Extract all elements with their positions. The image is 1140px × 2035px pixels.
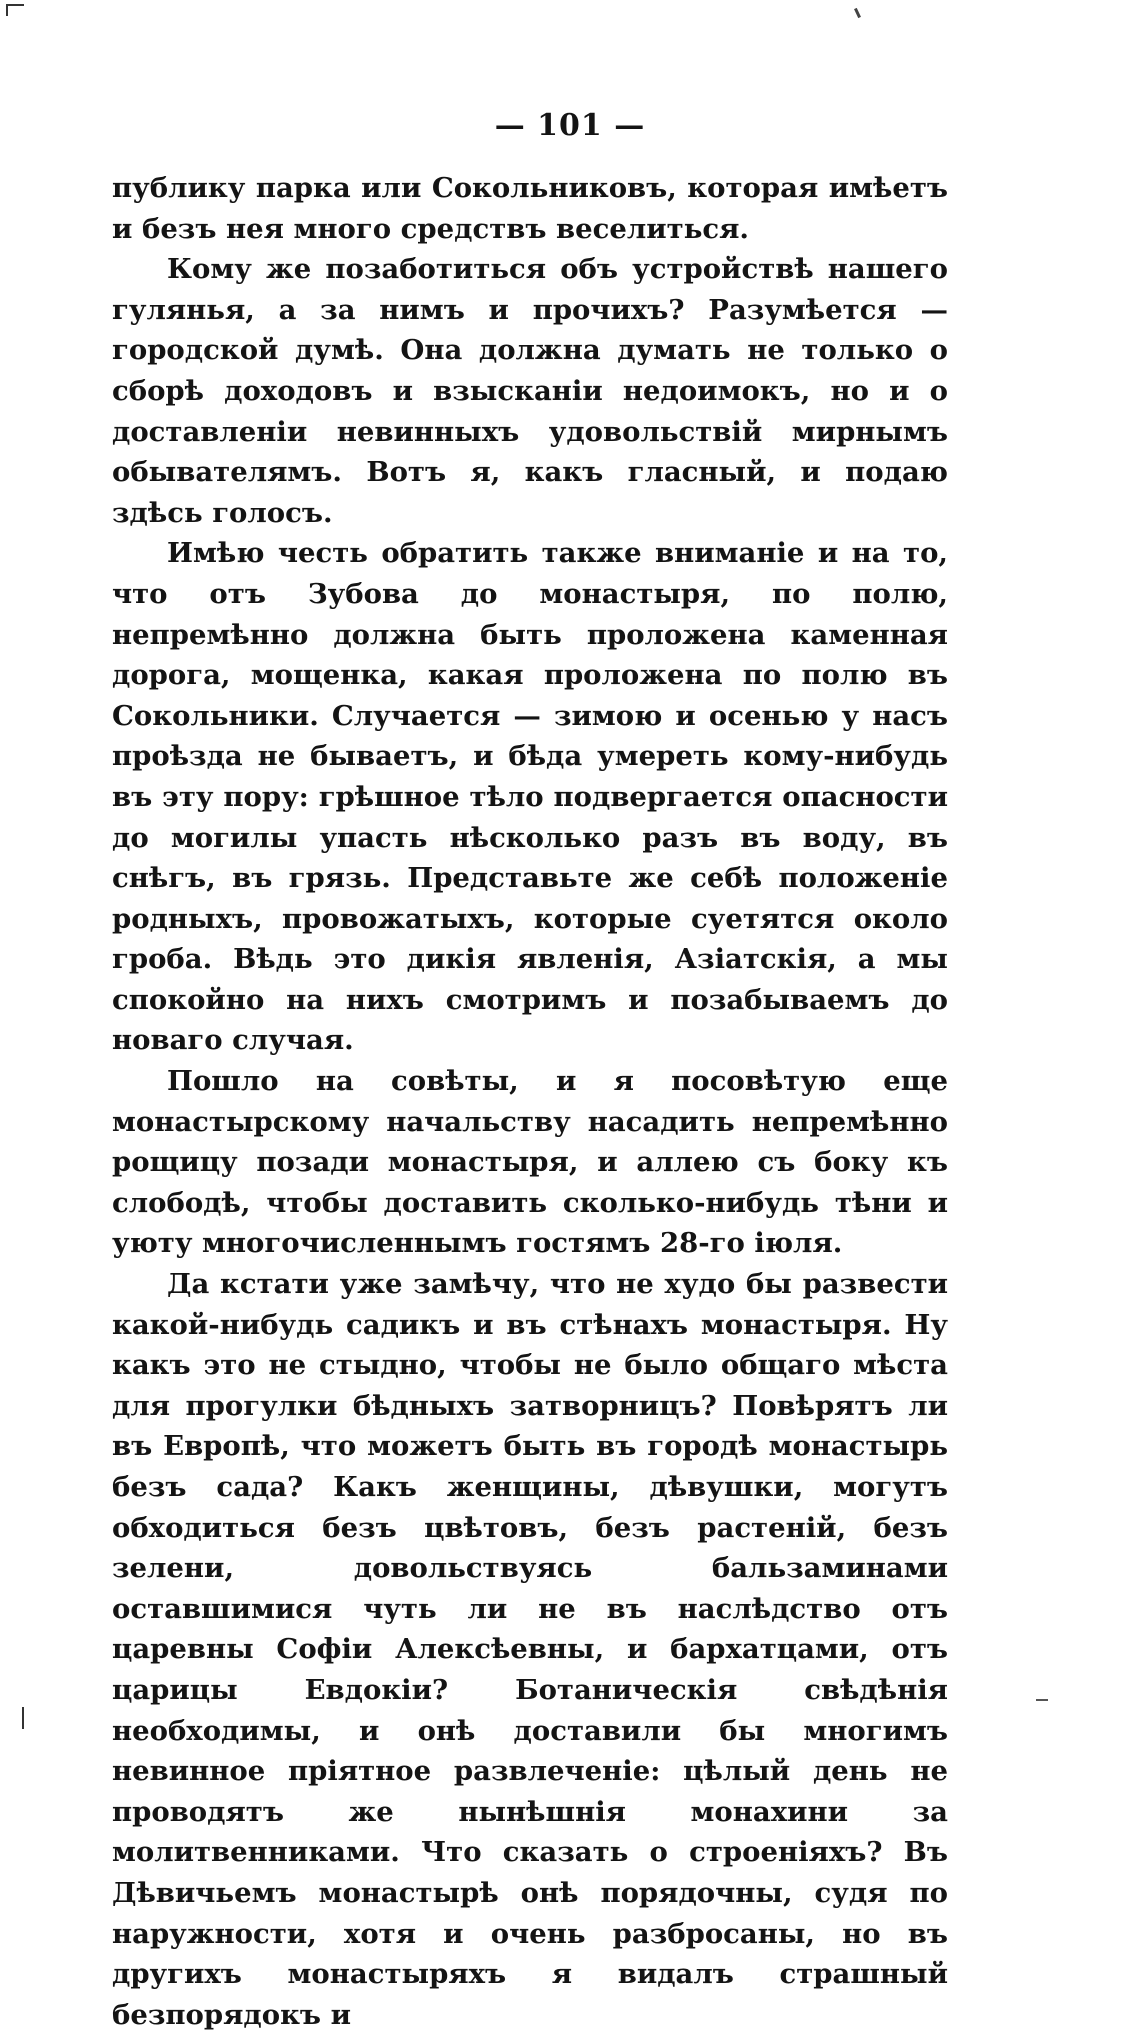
scan-corner-mark — [6, 4, 24, 16]
scan-speck — [854, 8, 861, 18]
scan-speck — [1036, 1699, 1048, 1701]
body-text — [112, 168, 948, 2035]
paragraph: Кому же позаботиться объ устройствѣ нашего гулянья, а за нимъ и прочихъ? Разумѣется — городской думѣ. Она должна думать не только о сборѣ доходовъ и взысканіи недоимокъ, но и о доставленіи невинныхъ удовольствій мирнымъ обывателямъ. Вотъ я, какъ гласный, и подаю здѣсь голосъ. — [112, 253, 948, 529]
paragraph: Да кстати уже замѣчу, что не худо бы развести какой-нибудь садикъ и въ стѣнахъ монастыря. Ну какъ это не стыдно, чтобы не было общаго мѣста для прогулки бѣдныхъ затворницъ? Повѣрятъ ли въ Европѣ, что можетъ быть въ городѣ монастырь безъ сада? Какъ женщины, дѣвушки, могутъ обходиться безъ цвѣтовъ, безъ растеній, безъ зелени, довольствуясь бальзаминами оставшимися чуть ли не въ наслѣдство отъ царевны Софіи Алексѣевны, и бархатцами, отъ царицы Евдокіи? Ботаническія свѣдѣнія необходимы, и онѣ доставили бы многимъ невинное пріятное развлеченіе: цѣлый день не проводятъ же нынѣшнія монахини за молитвенниками. Что сказать о строеніяхъ? Въ Дѣвичьемъ монастырѣ онѣ порядочны, судя по наружности, хотя и очень разбросаны, но въ другихъ монастыряхъ я видалъ страшный безпорядокъ и — [112, 1268, 948, 2031]
page-number: — 101 — — [494, 108, 646, 143]
scan-margin-mark — [22, 1707, 24, 1729]
paragraph: публику парка или Сокольниковъ, которая имѣетъ и безъ нея много средствъ веселиться. — [112, 172, 948, 245]
paragraph: Пошло на совѣты, и я посовѣтую еще монастырскому начальству насадить непремѣнно рощицу позади монастыря, и аллею съ боку къ слободѣ, чтобы доставить сколько-нибудь тѣни и уюту многочисленнымъ гостямъ 28-го іюля. — [112, 1065, 948, 1260]
paragraph: Имѣю честь обратить также вниманіе и на то, что отъ Зубова до монастыря, по полю, непремѣнно должна быть проложена каменная дорога, мощенка, какая проложена по полю въ Сокольники. Случается — зимою и осенью у насъ проѣзда не бываетъ, и бѣда умереть кому-нибудь въ эту пору: грѣшное тѣло подвергается опасности до могилы упасть нѣсколько разъ въ воду, въ снѣгъ, въ грязь. Представьте же себѣ положеніе родныхъ, провожатыхъ, которые суетятся около гроба. Вѣдь это дикія явленія, Азіатскія, а мы спокойно на нихъ смотримъ и позабываемъ до новаго случая. — [112, 537, 948, 1057]
